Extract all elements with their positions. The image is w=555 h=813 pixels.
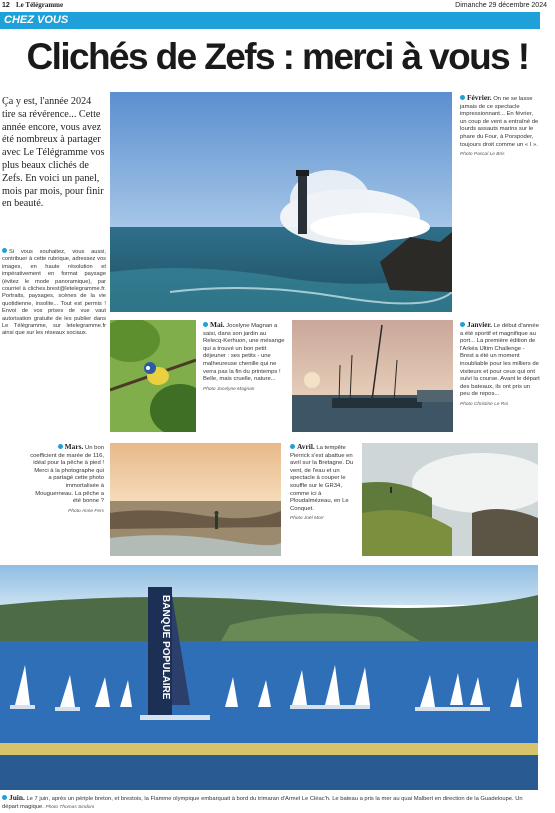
caption-label: Mars. bbox=[64, 442, 84, 451]
caption-janvier bbox=[460, 321, 540, 409]
photo-mars-low-tide bbox=[110, 443, 281, 556]
trimaran-banque-populaire-regatta-photo bbox=[0, 565, 538, 790]
photo-credit: Photo Pascal Le Bris bbox=[460, 152, 505, 158]
caption-avril bbox=[290, 443, 356, 523]
photo-janvier-marina bbox=[292, 320, 453, 432]
low-tide-fishermen-photo bbox=[110, 443, 281, 556]
photo-credit: Photo Joël Morr bbox=[290, 516, 324, 522]
submission-notice bbox=[2, 248, 106, 338]
caption-label: Juin. bbox=[9, 793, 25, 802]
photo-avril-coast bbox=[362, 443, 538, 556]
stormy-coastline-hikers-photo bbox=[362, 443, 538, 556]
caption-text: Un bon coefficient de marée de 116, idéal pour la pêche à pied ! Merci à la photographe qui a partagé cette photo immortalisée à Mouguerneau. La pêche a été bonne ? bbox=[30, 445, 104, 505]
section-rubric: CHEZ VOUS bbox=[0, 12, 540, 29]
bullet-dot bbox=[58, 444, 63, 449]
caption-text: On ne se lasse jamais de ce spectacle impressionnant... En février, un coup de vent a entraîné de lourds assauts marins sur le phare du Four, à Porspoder, toujours droit comme un « I ». bbox=[460, 96, 539, 148]
caption-text: Le début d'année a été sportif et magnifique au port... La première édition de l'Arkéa Ultim Challenge - Brest a été un moment inoubliable pour les milliers de visiteurs et pour ceux qui ont suivi la course. Avant le départ des bateaux, ils ont pris un peu de repos... bbox=[460, 323, 540, 398]
caption-label: Avril. bbox=[297, 442, 315, 451]
photo-credit: Photo Anne Fers bbox=[68, 508, 104, 514]
caption-text: Le 7 juin, après un périple breton, et brestois, la Flamme olympique embarquait à bord du trimaran d'Armel Le Cléac'h. Le bateau a pris la mer au quai Malbert en direction de la Guadeloupe. Un départ magique. bbox=[2, 796, 523, 810]
bullet-dot bbox=[2, 248, 7, 253]
caption-label: Mai. bbox=[210, 320, 225, 329]
caption-text: La tempête Pierrick s'est abattue en avril sur la Bretagne. Du vent, de l'eau et un spectacle à couper le souffle sur le GR34, comme ici à Ploudalmézeau, en Le Conquet. bbox=[290, 445, 354, 512]
intro-paragraph: Ça y est, l'année 2024 tire sa révérence... Cette année encore, vous avez été nombreux à partager avec Le Télégramme vos plus beaux clichés de Zefs. En voici un panel, mois par mois, pour finir en beauté. bbox=[2, 96, 105, 210]
page-number: 12 bbox=[2, 2, 10, 9]
caption-text: Jocelyne Magnan a saisi, dans son jardin au Relecq-Kerhuon, une mésange qui a trouvé un bon petit déjeuner : ses petits - une malheureuse chenille qui ne verra pas la fin du printemps ! Belle, mais cruelle, nature... bbox=[203, 323, 285, 383]
titmouse-with-caterpillar-photo bbox=[110, 320, 196, 432]
page-headline: Clichés de Zefs : merci à vous ! bbox=[26, 36, 529, 77]
photo-credit: Photo Jocelyne Magnan bbox=[203, 386, 255, 392]
publication-name: Le Télégramme bbox=[16, 1, 64, 9]
bullet-dot bbox=[460, 95, 465, 100]
photo-credit: Photo Thomas Sindoni bbox=[45, 804, 95, 810]
caption-label: Février. bbox=[467, 93, 492, 102]
photo-juin-regatta bbox=[0, 565, 538, 790]
caption-fevrier bbox=[460, 94, 540, 159]
photo-fevrier-lighthouse bbox=[110, 92, 452, 312]
lighthouse-storm-wave-photo bbox=[110, 92, 452, 312]
bullet-dot bbox=[2, 795, 7, 800]
caption-label: Janvier. bbox=[467, 320, 492, 329]
sailboats-harbor-sunset-photo bbox=[292, 320, 453, 432]
sail-logo-text: BANQUE POPULAIRE bbox=[160, 595, 171, 700]
notice-text: Si vous souhaitez, vous aussi, contribuer à cette rubrique, adressez vos images, en haute résolution et impérativement en format paysage (évitez le mode panoramique), par courriel à cliches.brest@letelegramme.fr. Portraits, paysages, scènes de la vie quotidienne, insolite... Tout est permis ! Envoi de vos prises de vue vaut autorisation gratuite de les publier dans Le Télégramme, sur letelegramme.fr ainsi que sur les réseaux sociaux. bbox=[2, 249, 106, 337]
bullet-dot bbox=[203, 322, 208, 327]
caption-juin bbox=[2, 794, 538, 811]
issue-date: Dimanche 29 décembre 2024 bbox=[455, 2, 547, 9]
bullet-dot bbox=[290, 444, 295, 449]
page-header bbox=[0, 0, 555, 11]
photo-credit: Photo Christine Le Roi bbox=[460, 401, 508, 407]
caption-mai bbox=[203, 321, 285, 393]
bullet-dot bbox=[460, 322, 465, 327]
photo-mai-bird bbox=[110, 320, 196, 432]
caption-mars bbox=[30, 443, 104, 515]
